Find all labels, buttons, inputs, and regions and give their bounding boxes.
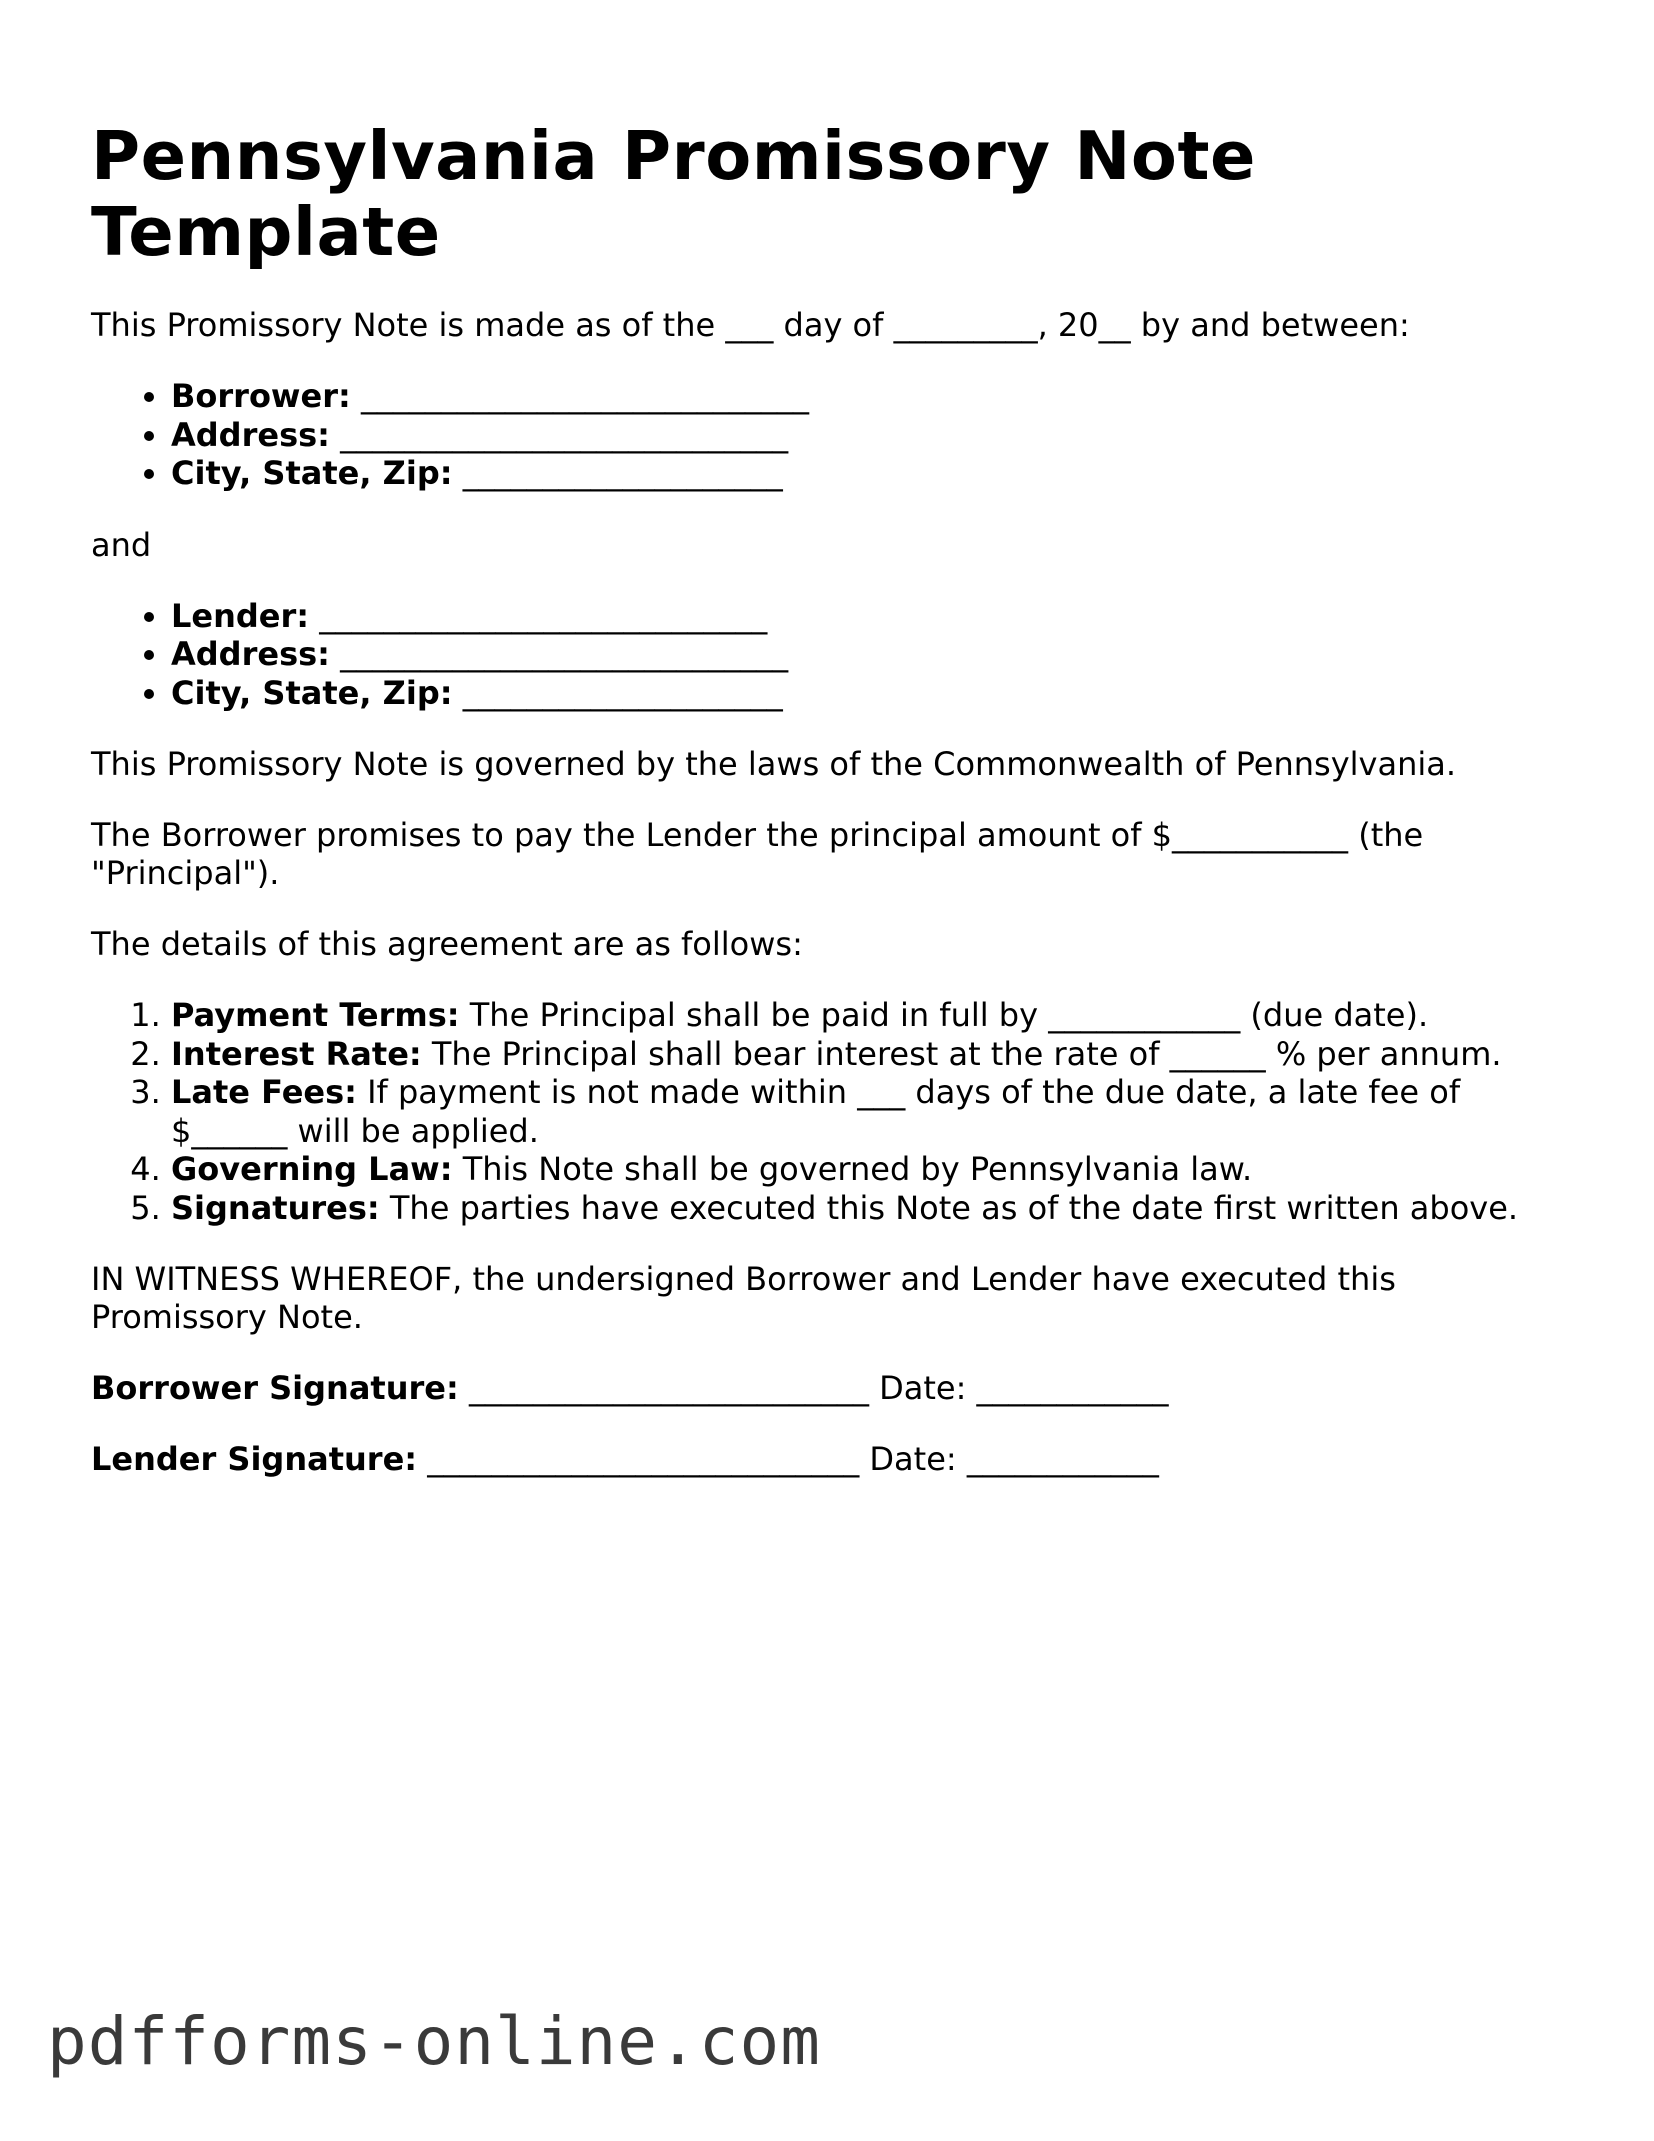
principal-statement: The Borrower promises to pay the Lender the principal amount of $___________ (the "Principal"). <box>91 816 1424 892</box>
borrower-city-item <box>171 454 1561 493</box>
field-label: Address: <box>171 415 330 454</box>
signature-label: Borrower Signature: <box>91 1369 459 1407</box>
lender-details-list <box>91 597 1561 713</box>
details-intro: The details of this agreement are as follows: <box>91 925 803 963</box>
date-label: Date: <box>879 1369 967 1407</box>
lender-signature-line <box>91 1440 1561 1478</box>
borrower-details-list <box>91 377 1561 493</box>
field-label: City, State, Zip: <box>171 454 453 492</box>
term-text: This Note shall be governed by Pennsylvania law. <box>462 1150 1253 1188</box>
document-page <box>91 118 1561 1511</box>
term-label: Governing Law: <box>171 1150 453 1188</box>
borrower-address-item <box>171 416 1561 455</box>
intro-paragraph: This Promissory Note is made as of the ___ day of _________, 20__ by and between: <box>91 306 1410 344</box>
blank-line: ____________________ <box>462 454 783 492</box>
term-label: Late Fees: <box>171 1073 357 1111</box>
witness-paragraph: IN WITNESS WHEREOF, the undersigned Borrower and Lender have executed this Promissory Note. <box>91 1260 1396 1336</box>
lender-name-item <box>171 597 1561 636</box>
terms-list <box>91 996 1561 1227</box>
lender-address-item <box>171 635 1561 674</box>
term-item <box>171 1073 1561 1150</box>
term-item <box>171 1189 1561 1228</box>
signature-label: Lender Signature: <box>91 1440 418 1478</box>
lender-city-item <box>171 674 1561 713</box>
blank-line: ____________________________ <box>340 415 789 454</box>
term-item <box>171 1150 1561 1189</box>
term-item <box>171 1035 1561 1074</box>
term-text: If payment is not made within ___ days of the due date, a late fee of $______ will be applied. <box>171 1073 1461 1150</box>
term-label: Payment Terms: <box>171 996 460 1034</box>
field-label: Borrower: <box>171 377 351 415</box>
term-text: The Principal shall bear interest at the rate of ______ % per annum. <box>431 1034 1502 1073</box>
blank-line: ____________________________ <box>340 635 789 673</box>
field-label: Address: <box>171 635 330 673</box>
term-text: The parties have executed this Note as of the date first written above. <box>389 1188 1519 1227</box>
date-blank: ____________ <box>966 1440 1159 1478</box>
signature-blank: _________________________ <box>468 1369 869 1407</box>
term-text: The Principal shall be paid in full by ____________ (due date). <box>469 996 1429 1034</box>
term-item <box>171 996 1561 1035</box>
term-label: Interest Rate: <box>171 1034 422 1073</box>
page-title: Pennsylvania Promissory Note Template <box>91 117 1256 271</box>
conjunction-text: and <box>91 525 152 564</box>
field-label: Lender: <box>171 596 310 635</box>
blank-line: ____________________ <box>462 673 783 712</box>
blank-line: ____________________________ <box>360 377 809 415</box>
borrower-signature-line <box>91 1369 1561 1407</box>
borrower-name-item <box>171 377 1561 416</box>
blank-line: ____________________________ <box>319 596 768 635</box>
date-label: Date: <box>869 1440 957 1478</box>
date-blank: ____________ <box>976 1369 1169 1407</box>
site-watermark: pdfforms-online.com <box>47 2003 821 2080</box>
field-label: City, State, Zip: <box>171 673 453 712</box>
governing-statement: This Promissory Note is governed by the laws of the Commonwealth of Pennsylvania. <box>91 745 1457 783</box>
term-label: Signatures: <box>171 1188 380 1227</box>
signature-blank: ___________________________ <box>427 1440 860 1478</box>
